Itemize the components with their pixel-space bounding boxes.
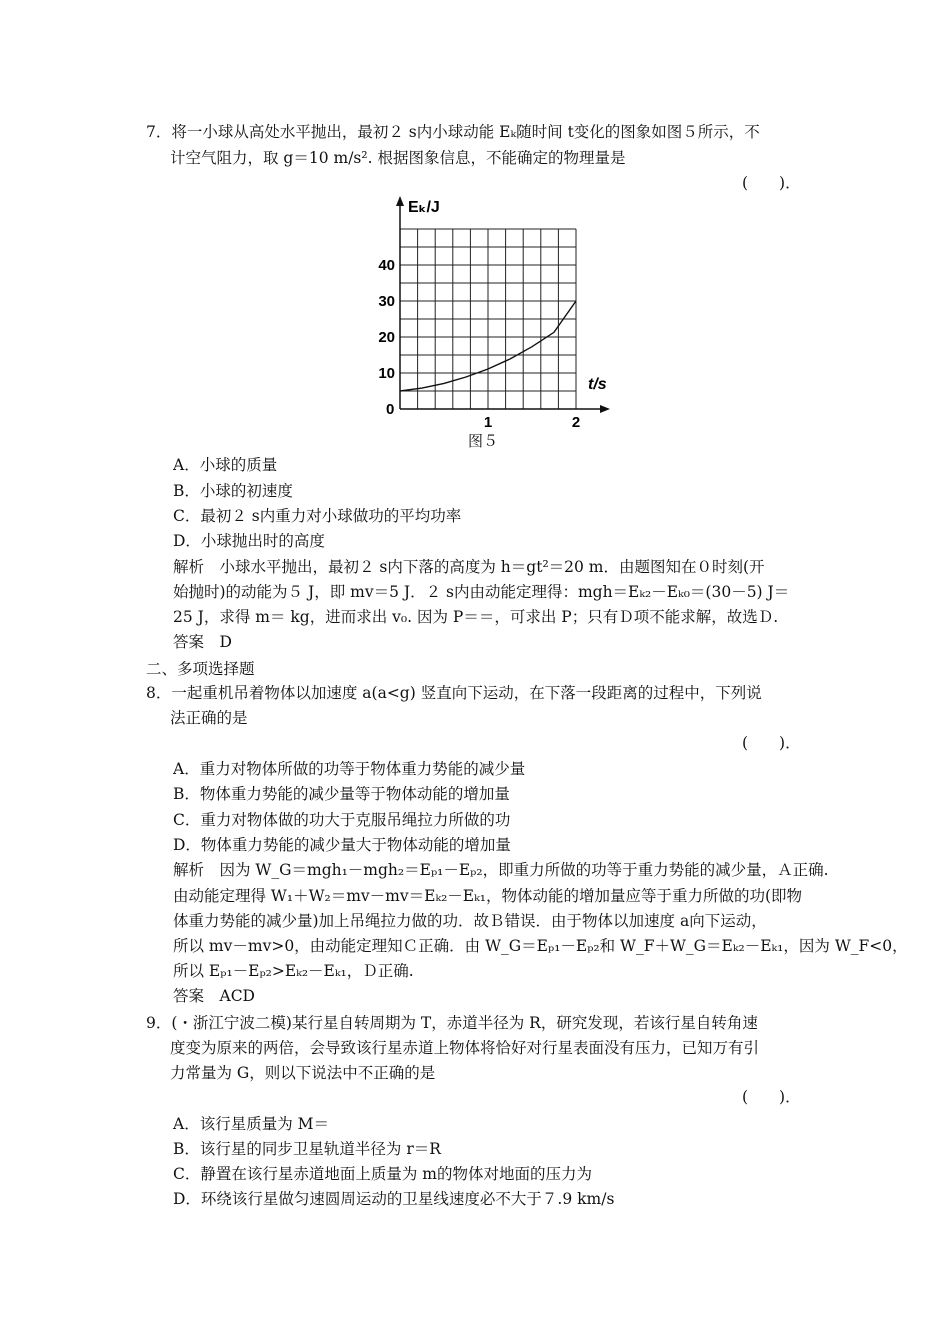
q9-option-a: A．该行星质量为 M＝ <box>173 1115 329 1133</box>
q8-analysis-line4: 所以 mv－mv>0，由动能定理知Ｃ正确．由 W_G＝Eₚ₁－Eₚ₂和 W_F＋W_G＝Eₖ₂－Eₖ₁，因为 W_F<0， <box>173 937 908 955</box>
figure-caption: 图５ <box>468 432 499 450</box>
q9-stem-line2: 度变为原来的两倍，会导致该行星赤道上物体将恰好对行星表面没有压力，已知万有引 <box>170 1039 760 1057</box>
q8-stem-line2: 法正确的是 <box>170 709 248 727</box>
energy-time-graph <box>360 190 620 431</box>
q9-option-c: C．静置在该行星赤道地面上质量为 m的物体对地面的压力为 <box>173 1165 592 1183</box>
q7-stem-line1: 7．将一小球从高处水平抛出，最初２ s内小球动能 Eₖ随时间 t变化的图象如图５所示，不 <box>146 123 760 141</box>
x-tick-label: 2 <box>571 414 581 431</box>
q7-option-b: B．小球的初速度 <box>173 482 293 500</box>
q8-analysis-line3: 体重力势能的减少量)加上吊绳拉力做的功．故Ｂ错误．由于物体以加速度 a向下运动， <box>173 912 767 930</box>
q9-stem-line3: 力常量为 G，则以下说法中不正确的是 <box>170 1064 436 1082</box>
graph-grid <box>400 229 576 409</box>
origin-label: 0 <box>386 401 395 418</box>
x-axis-label: t/s <box>588 376 607 393</box>
q8-answer: 答案 ACD <box>173 987 255 1005</box>
y-axis-label: Eₖ/J <box>408 199 440 216</box>
q8-option-d: D．物体重力势能的减少量大于物体动能的增加量 <box>173 836 511 854</box>
q9-option-d: D．环绕该行星做匀速圆周运动的卫星线速度必不大于７.9 km/s <box>173 1190 615 1208</box>
y-tick-label: 20 <box>378 329 395 346</box>
q7-option-d: D．小球抛出时的高度 <box>173 532 325 550</box>
y-tick-label: 40 <box>378 257 395 274</box>
q9-answer-paren: ( )． <box>742 1088 801 1106</box>
q7-stem-line2: 计空气阻力，取 g＝10 m/s². 根据图象信息，不能确定的物理量是 <box>170 149 626 167</box>
q7-analysis-line1: 解析 小球水平抛出，最初２ s内下落的高度为 h＝gt²＝20 m．由题图知在０时刻(开 <box>173 558 765 576</box>
q8-analysis-line1: 解析 因为 W_G＝mgh₁－mgh₂＝Eₚ₁－Eₚ₂，即重力所做的功等于重力势能的减少量，Ａ正确. <box>173 861 829 879</box>
q9-option-b: B．该行星的同步卫星轨道半径为 r＝R <box>173 1140 441 1158</box>
q8-option-b: B．物体重力势能的减少量等于物体动能的增加量 <box>173 785 510 803</box>
q7-option-c: C．最初２ s内重力对小球做功的平均功率 <box>173 507 462 525</box>
section-title-multiple-choice: 二、多项选择题 <box>146 660 255 678</box>
q8-analysis-line2: 由动能定理得 W₁＋W₂＝mv－mv＝Eₖ₂－Eₖ₁，物体动能的增加量应等于重力所做的功(即物 <box>173 887 803 905</box>
q8-option-c: C．重力对物体做的功大于克服吊绳拉力所做的功 <box>173 811 511 829</box>
q8-answer-paren: ( )． <box>742 734 801 752</box>
q7-answer: 答案 D <box>173 633 232 651</box>
y-tick-label: 30 <box>378 293 395 310</box>
q7-option-a: A．小球的质量 <box>173 456 278 474</box>
x-tick-label: 1 <box>483 414 493 431</box>
y-tick-labels <box>378 257 395 382</box>
x-axis-arrow-icon <box>600 405 610 413</box>
q8-analysis-line5: 所以 Eₚ₁－Eₚ₂>Eₖ₂－Eₖ₁，Ｄ正确. <box>173 962 414 980</box>
q7-analysis-line2: 始抛时)的动能为５ J，即 mv＝5 J．２ s内由动能定理得：mgh＝Eₖ₂－Eₖ₀＝(30－5) J＝ <box>173 583 790 601</box>
q8-option-a: A．重力对物体所做的功等于物体重力势能的减少量 <box>173 760 526 778</box>
y-tick-label: 10 <box>378 365 395 382</box>
x-tick-labels <box>484 414 580 431</box>
y-axis-arrow-icon <box>396 196 404 206</box>
q7-answer-paren: ( )． <box>742 174 801 192</box>
q8-stem-line1: 8．一起重机吊着物体以加速度 a(a<g) 竖直向下运动，在下落一段距离的过程中，下列说 <box>146 684 762 702</box>
q9-stem-line1: 9．(・浙江宁波二模)某行星自转周期为 T，赤道半径为 R，研究发现，若该行星自转角速 <box>146 1014 758 1032</box>
q7-analysis-line3: 25 J，求得 m＝ kg，进而求出 v₀. 因为 P＝＝，可求出 P；只有Ｄ项不能求解，故选Ｄ. <box>173 608 779 626</box>
